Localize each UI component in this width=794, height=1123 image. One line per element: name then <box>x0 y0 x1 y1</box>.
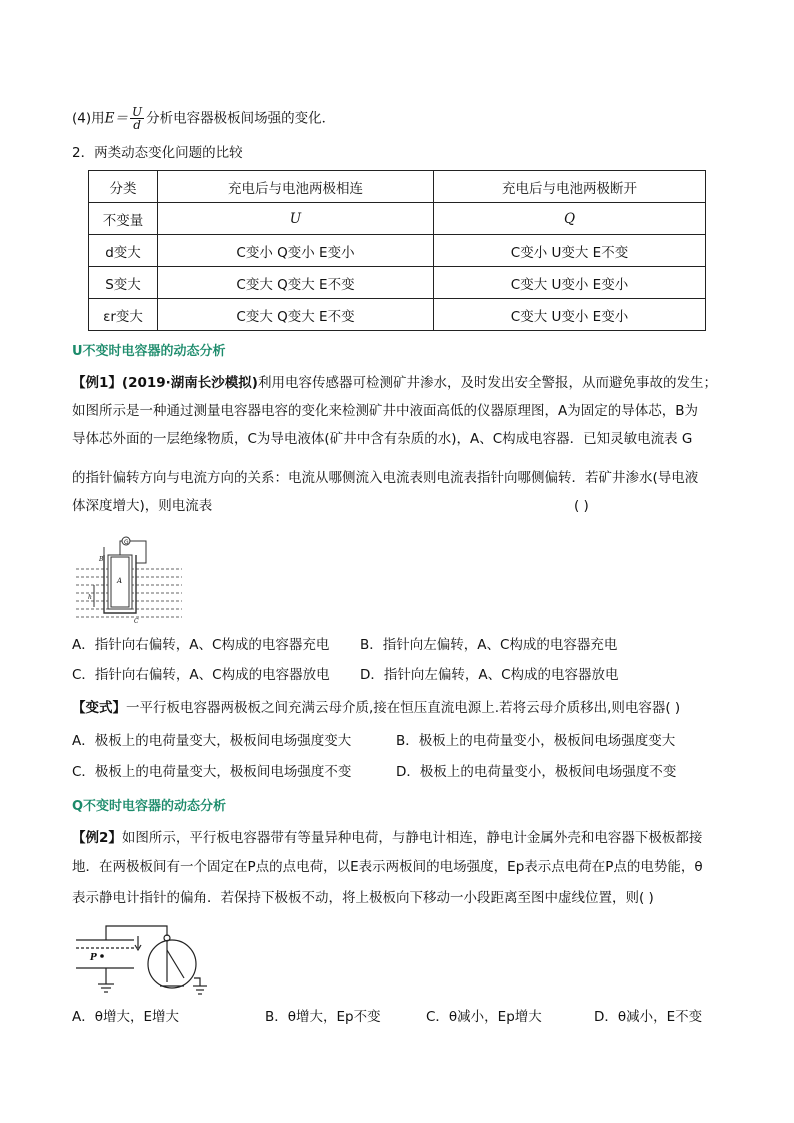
example1-first-line <box>72 373 717 393</box>
fraction-denominator: d <box>133 118 141 132</box>
item4-fraction <box>130 106 144 131</box>
figure1-label-g: G <box>124 539 129 546</box>
example1-option-d[interactable]: D．指针向左偏转，A、C构成的电容器放电 <box>360 667 619 683</box>
table-header-row <box>89 171 706 203</box>
example2-text-line: 如图所示，平行板电容器带有等量异种电荷，与静电计相连，静电计金属外壳和电容器下极板都接 <box>121 830 703 846</box>
example2-tag: 【例2】 <box>72 830 122 846</box>
comparison-table <box>88 170 706 331</box>
example2-text-line: 地．在两极板间有一个固定在P点的点电荷，以E表示两板间的电场强度，Ep表示点电荷在P点的电势能，θ <box>72 859 703 875</box>
table-cell: εr变大 <box>89 299 158 331</box>
table-header-cell: 充电后与电池两极断开 <box>434 171 706 203</box>
figure1-label-c: C <box>134 618 139 625</box>
example1-option-b[interactable]: B．指针向左偏转，A、C构成的电容器充电 <box>360 637 618 653</box>
table-cell: C变小 U变大 E不变 <box>434 235 706 267</box>
example2-option-b[interactable]: B．θ增大，Ep不变 <box>265 1009 381 1025</box>
example1-text-line: 导体芯外面的一层绝缘物质，C为导电液体(矿井中含有杂质的水)，A、C构成电容器．已知灵敏电流表 G <box>72 431 693 447</box>
figure1-label-b: B <box>99 556 104 563</box>
variant-line <box>72 698 680 718</box>
table-row <box>89 235 706 267</box>
fraction-numerator: U <box>131 105 143 119</box>
example2-option-d[interactable]: D．θ减小，E不变 <box>594 1009 703 1025</box>
variant-option-b[interactable]: B．极板上的电荷量变小，极板间电场强度变大 <box>396 733 676 749</box>
item4-suffix: 分析电容器极板间场强的变化． <box>146 110 336 127</box>
example1-text-line: 利用电容传感器可检测矿井渗水，及时发出安全警报，从而避免事故的发生； <box>257 375 717 391</box>
table-cell: C变大 Q变大 E不变 <box>158 267 434 299</box>
example1-text-line: 如图所示是一种通过测量电容器电容的变化来检测矿井中液面高低的仪器原理图，A为固定的导体芯，B为 <box>72 403 698 419</box>
table-cell: C变大 U变小 E变小 <box>434 299 706 331</box>
table-cell: 不变量 <box>89 203 158 235</box>
example1-source: (2019·湖南长沙模拟) <box>121 375 258 391</box>
example1-text-line: 体深度增大)，则电流表 <box>72 498 213 514</box>
answer-blank: ( ) <box>574 498 589 514</box>
example2-option-c[interactable]: C．θ减小，Ep增大 <box>426 1009 542 1025</box>
table-header-cell: 充电后与电池两极相连 <box>158 171 434 203</box>
variant-text: 一平行板电容器两极板之间充满云母介质,接在恒压直流电源上.若将云母介质移出,则电容器( ) <box>126 700 681 716</box>
item4-formula-lhs: E＝ <box>104 110 128 127</box>
mine-water-sensor-figure <box>74 533 184 628</box>
example1-tag: 【例1】 <box>72 375 122 391</box>
figure1-label-a: A <box>117 577 123 585</box>
example2-option-a[interactable]: A．θ增大，E增大 <box>72 1009 180 1025</box>
section-title-u-constant: U不变时电容器的动态分析 <box>72 344 226 359</box>
heading-2: 2．两类动态变化问题的比较 <box>72 145 243 161</box>
variant-option-a[interactable]: A．极板上的电荷量变大，极板间电场强度变大 <box>72 733 352 749</box>
example2-first-line <box>72 828 702 848</box>
figure2-label-p: P <box>90 953 97 963</box>
example1-text-line: 的指针偏转方向与电流方向的关系：电流从哪侧流入电流表则电流表指针向哪侧偏转．若矿井渗水(导电液 <box>72 470 699 486</box>
table-row <box>89 267 706 299</box>
figure1-label-h: h <box>88 594 92 601</box>
variant-option-c[interactable]: C．极板上的电荷量变大，极板间电场强度不变 <box>72 764 352 780</box>
variant-option-d[interactable]: D．极板上的电荷量变小，极板间电场强度不变 <box>396 764 677 780</box>
example1-option-a[interactable]: A．指针向右偏转，A、C构成的电容器充电 <box>72 637 330 653</box>
table-row <box>89 203 706 235</box>
table-cell: S变大 <box>89 267 158 299</box>
example2-text-line: 表示静电计指针的偏角．若保持下极板不动，将上极板向下移动一小段距离至图中虚线位置，则( ) <box>72 890 654 906</box>
table-cell: d变大 <box>89 235 158 267</box>
table-cell: C变大 U变小 E变小 <box>434 267 706 299</box>
table-row <box>89 299 706 331</box>
table-cell: C变小 Q变小 E变小 <box>158 235 434 267</box>
table-cell: C变大 Q变大 E不变 <box>158 299 434 331</box>
section-title-q-constant: Q不变时电容器的动态分析 <box>72 799 227 814</box>
example1-option-c[interactable]: C．指针向右偏转，A、C构成的电容器放电 <box>72 667 330 683</box>
item4-line <box>72 106 335 131</box>
table-header-cell: 分类 <box>89 171 158 203</box>
table-cell: U <box>158 203 434 235</box>
item4-prefix: (4)用 <box>72 110 105 127</box>
electrometer-figure <box>72 920 212 1000</box>
variant-tag: 【变式】 <box>72 700 126 716</box>
table-cell: Q <box>434 203 706 235</box>
